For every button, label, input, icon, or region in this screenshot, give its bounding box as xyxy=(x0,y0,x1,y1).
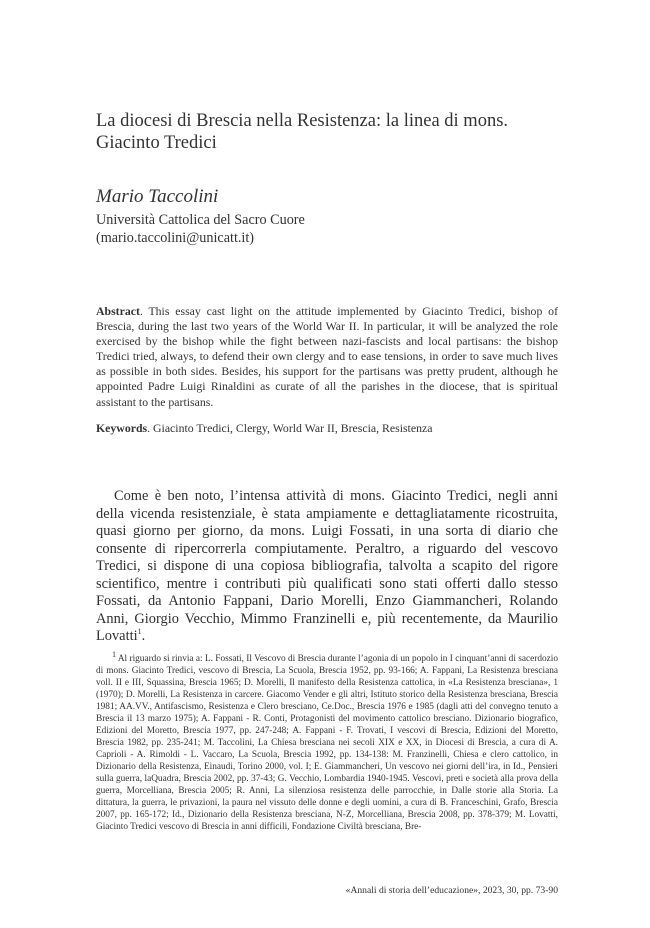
body-paragraph xyxy=(96,488,558,646)
footnote xyxy=(96,649,559,833)
abstract-label: Abstract xyxy=(96,304,140,318)
footnote-number: 1 xyxy=(112,649,116,659)
affiliation-email: (mario.taccolini@unicatt.it) xyxy=(96,230,255,246)
abstract xyxy=(96,304,558,410)
keywords-label: Keywords xyxy=(96,421,148,435)
keywords xyxy=(96,421,558,436)
journal-citation-footer: «Annali di storia dell’educazione», 2023, 30, pp. 73-90 xyxy=(345,885,558,896)
body-paragraph-end: . xyxy=(141,628,146,644)
body-paragraph-text: Come è ben noto, l’intensa attività di mons. Giacinto Tredici, negli anni della vicenda resistenziale, è stata ampiamente e dettagliatamente ricostruita, quasi giorno per giorno, da mons. Luigi Fossati, in una sorta di diario che consente di ripercorrerla compiutamente. Peraltro, a riguardo del vescovo Tredici, si dispone di una copiosa bibliografia, talvolta a scapito del rigore scientifico, mentre i contributi più qualificati sono stati offerti dallo stesso Fossati, da Antonio Fappani, Dario Morelli, Enzo Giammancheri, Rolando Anni, Giorgio Vecchio, Mimmo Franzinelli e, più recentemente, da Maurilio Lovatti xyxy=(96,488,558,644)
affiliation-institution: Università Cattolica del Sacro Cuore xyxy=(96,212,305,228)
article-title: La diocesi di Brescia nella Resistenza: la linea di mons. Giacinto Tredici xyxy=(96,111,509,153)
keywords-text: . Giacinto Tredici, Clergy, World War II, Brescia, Resistenza xyxy=(147,421,433,435)
abstract-text: . This essay cast light on the attitude implemented by Giacinto Tredici, bishop of Brescia, during the last two years of the World War II. In particular, it will be analyzed the role exercised by the bishop while the fight between nazi-fascists and local partisans: the bishop Tredici tried, always, to defend their own clergy and to ease tensions, in order to save much lives as possible in both sides. Besides, his support for the partisans was pretty prudent, although he appointed Padre Luigi Rinaldini as curate of all the parishes in the diocese, that is spiritual assistant to the partisans. xyxy=(96,304,558,409)
author-affiliation xyxy=(96,211,496,247)
author-name: Mario Taccolini xyxy=(96,186,219,207)
footnote-text: Al riguardo si rinvia a: L. Fossati, Il Vescovo di Brescia durante l’agonia di un popolo in I cinquant’anni di sacerdozio di mons. Giacinto Tredici, vescovo di Brescia, La Scuola, Brescia 1952, pp. 93-166; A. Fappani, La Resistenza bresciana voll. II e III, Squassina, Brescia 1965; D. Morelli, Il manifesto della Resistenza cattolica, in «La Resistenza bresciana», 1 (1970); D. Morelli, La Resistenza in carcere. Giacomo Vender e gli altri, Istituto storico della Resistenza bresciana, Brescia 1981; AA.VV., Antifascismo, Resistenza e Clero bresciano, Ce.Doc., Brescia 1976 e 1985 (dagli atti del convegno tenuto a Brescia il 13 marzo 1975); A. Fappani - R. Conti, Protagonisti del movimento cattolico bresciano. Dizionario biografico, Edizioni del Moretto, Brescia 1977, pp. 247-248; A. Fappani - F. Trovati, I vescovi di Brescia, Edizioni del Moretto, Brescia 1982, pp. 235-241; M. Taccolini, La Chiesa bresciana nei secoli XIX e XX, in Diocesi di Brescia, a cura di A. Caprioli - A. Rimoldi - L. Vaccaro, La Scuola, Brescia 1992, pp. 134-138: M. Franzinelli, Chiesa e clero cattolico, in Dizionario della Resistenza, Einaudi, Torino 2000, vol. I; E. Giammancheri, Un vescovo nei giorni dell’ira, in Id., Pensieri sulla guerra, laQuadra, Brescia 2002, pp. 37-43; G. Vecchio, Lombardia 1940-1945. Vescovi, preti e società alla prova della guerra, Morcelliana, Brescia 2005; R. Anni, La silenziosa resistenza delle parrocchie, in Dalle storie alla Storia. La dittatura, la guerra, le privazioni, la paura nel vissuto delle donne e degli uomini, a cura di B. Franceschini, Grafo, Brescia 2007, pp. 165-172; Id., Dizionario della Resistenza bresciana, N-Z, Morcelliana, Brescia 2008, pp. 378-379; M. Lovatti, Giacinto Tredici vescovo di Brescia in anni difficili, Fondazione Civiltà bresciana, Bre- xyxy=(96,654,559,832)
footnote-reference[interactable]: 1 xyxy=(137,627,142,637)
